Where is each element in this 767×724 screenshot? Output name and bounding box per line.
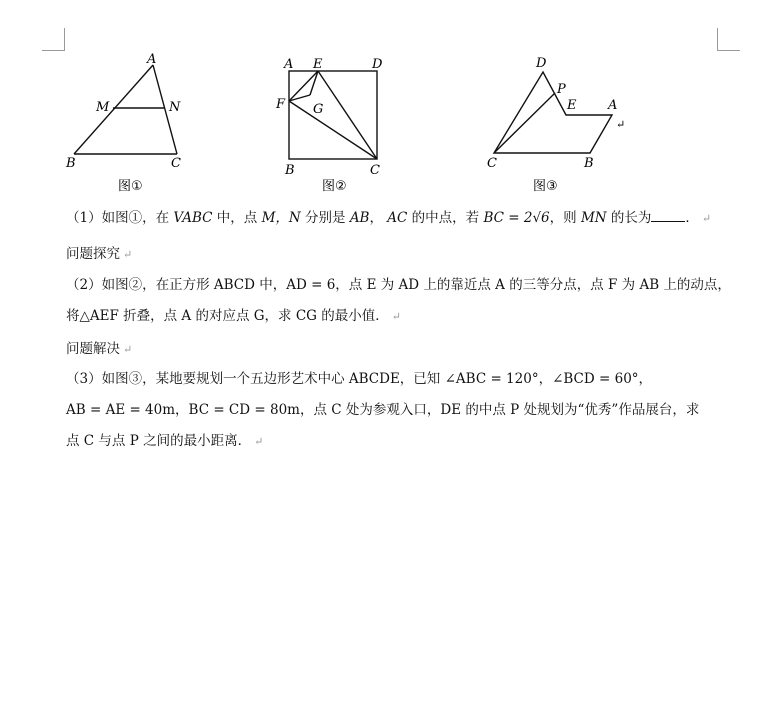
section-heading-explore: 问题探究 ↵ bbox=[66, 246, 133, 262]
label-a: A bbox=[608, 98, 618, 113]
label-b: B bbox=[285, 163, 295, 178]
segment-ab bbox=[74, 65, 153, 154]
label-c: C bbox=[370, 163, 380, 178]
return-mark: ↵ bbox=[701, 212, 712, 225]
label-g: G bbox=[313, 102, 324, 117]
label-p: P bbox=[557, 82, 566, 97]
triangle-name: VABC bbox=[173, 210, 213, 226]
figure-3 bbox=[480, 50, 630, 200]
section-heading-solve: 问题解决 ↵ bbox=[66, 341, 133, 357]
caption-figure-3: 图③ bbox=[533, 179, 558, 194]
answer-blank bbox=[651, 209, 685, 222]
label-b: B bbox=[584, 156, 594, 171]
figure-1 bbox=[60, 50, 190, 200]
question-1: （1）如图①，在 VABC 中，点 M，N 分别是 AB， AC 的中点，若 BC = 2√6，则 MN 的长为 ． ↵ bbox=[66, 210, 712, 226]
segment-ec bbox=[318, 71, 377, 159]
label-c: C bbox=[487, 156, 497, 171]
label-a: A bbox=[284, 57, 294, 72]
segment-fc bbox=[289, 101, 377, 159]
label-b: B bbox=[66, 156, 76, 171]
label-e: E bbox=[567, 98, 577, 113]
pentagon-abcde bbox=[494, 72, 612, 153]
question-3-line-3: 点 C 与点 P 之间的最小距离． ↵ bbox=[66, 433, 264, 449]
figure-2 bbox=[270, 50, 400, 200]
question-3-line-1: （3）如图③，某地要规划一个五边形艺术中心 ABCDE，已知 ∠ABC = 120°，∠BCD = 60°， bbox=[66, 371, 653, 387]
label-e: E bbox=[313, 57, 323, 72]
label-a: A bbox=[147, 52, 157, 67]
caption-figure-2: 图② bbox=[322, 179, 347, 194]
label-d: D bbox=[536, 56, 547, 71]
square-abcd bbox=[289, 71, 377, 159]
label-n: N bbox=[169, 100, 181, 115]
question-2-line-1: （2）如图②，在正方形 ABCD 中，AD = 6，点 E 为 AD 上的靠近点 A 的三等分点，点 F 为 AB 上的动点， bbox=[66, 277, 731, 293]
label-m: M bbox=[96, 100, 110, 115]
crop-mark-top-left bbox=[42, 28, 65, 51]
return-mark: ↵ bbox=[616, 118, 626, 131]
question-2-line-2: 将△AEF 折叠，点 A 的对应点 G，求 CG 的最小值． ↵ bbox=[66, 308, 401, 324]
label-f: F bbox=[276, 97, 286, 112]
caption-figure-1: 图① bbox=[118, 179, 143, 194]
crop-mark-top-right bbox=[717, 28, 740, 51]
label-d: D bbox=[372, 57, 383, 72]
question-3-line-2: AB = AE = 40m，BC = CD = 80m，点 C 处为参观入口，DE 的中点 P 处规划为“优秀”作品展台，求 bbox=[66, 402, 700, 418]
label-c: C bbox=[171, 156, 181, 171]
